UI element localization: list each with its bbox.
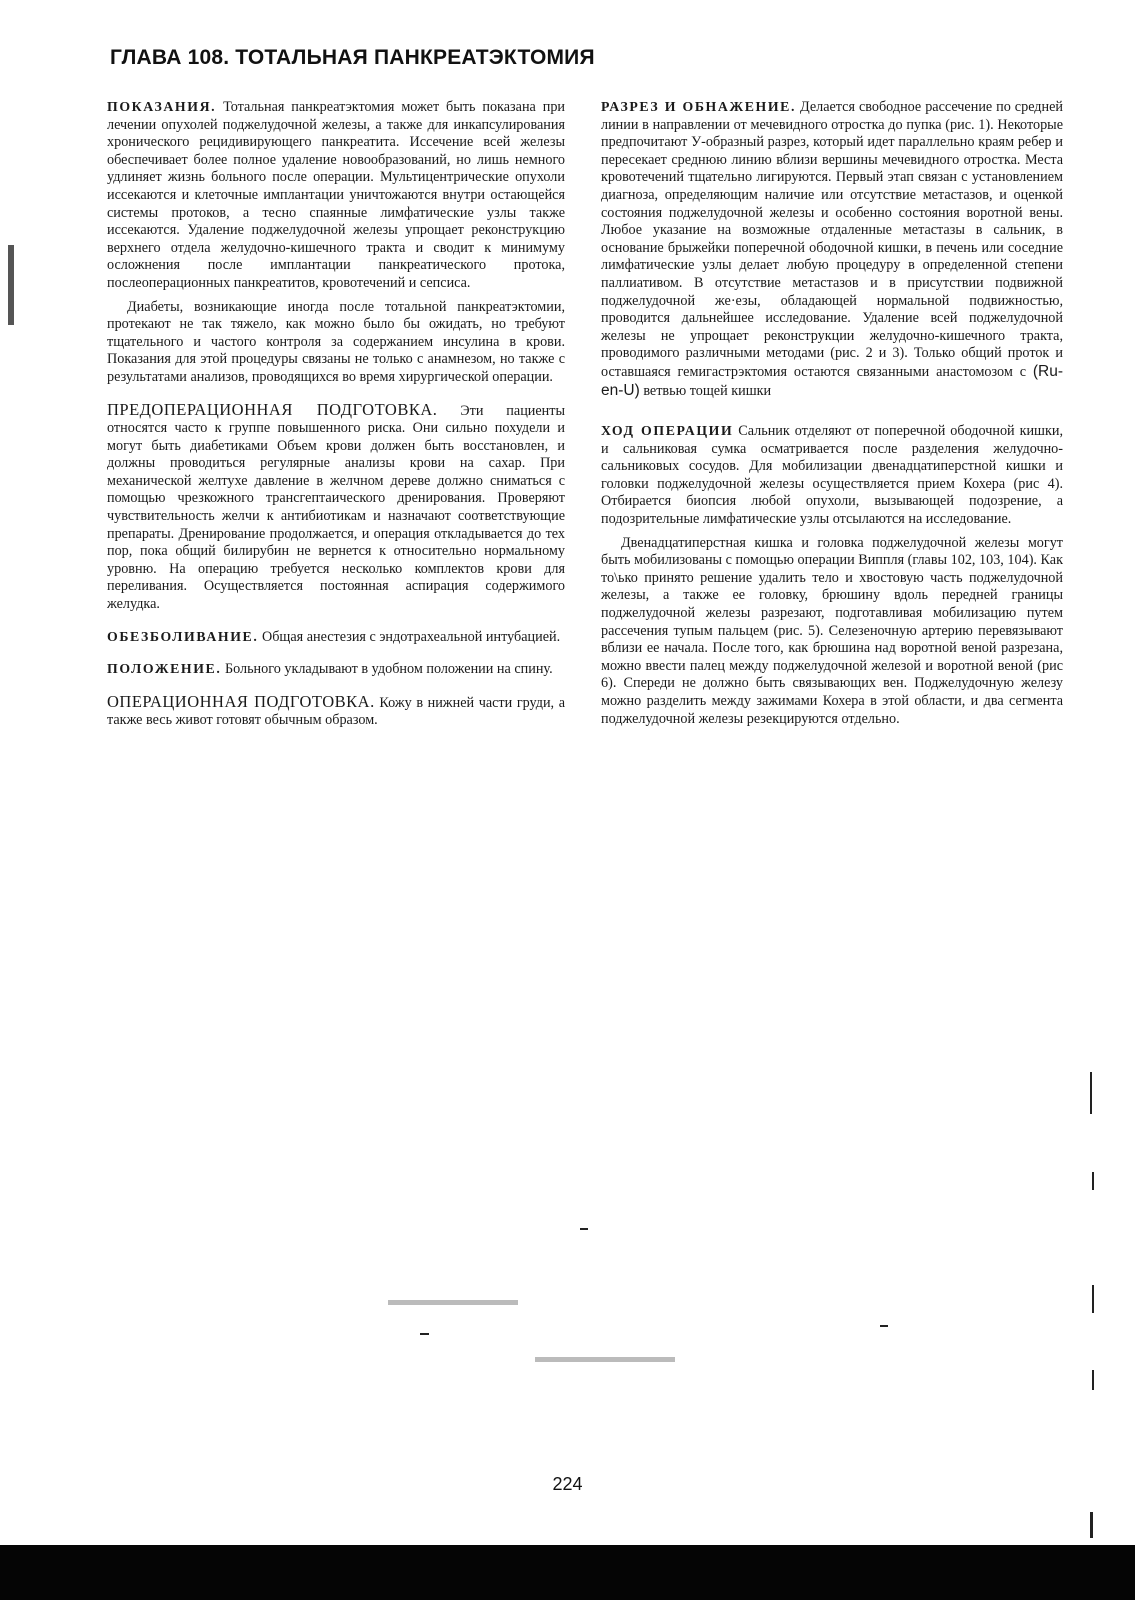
section-operative-preparation <box>107 693 565 730</box>
procedure-paragraph-2: Двенадцатиперстная кишка и головка поджелудочной железы могут быть мобилизованы с помощью операции Виппля (главы 102, 103, 104). Как то\ько принято решение удалить тело и хвостовую часть поджелудочной железы, а также ее головку, брюшину вдоль передней границы поджелудочной железы разрезают, подготавливая мобилизацию путем рассечения тупым пальцем (рис. 5). Селезеночную артерию перевязывают вблизи ее начала. После того, как брюшина над воротной веной разрезана, можно ввести палец между поджелудочной железой и воротной веной (рис 6). Спереди не должно быть связывающих вен. Поджелудочную железу можно разделить между зажимами Кохера в этой области, и два сегмента поджелудочной железы резекцируются отдельно. <box>601 534 1063 727</box>
section-preop-preparation <box>107 401 565 614</box>
scan-noise-3 <box>580 1228 588 1230</box>
scan-mark-right-1 <box>1090 1072 1092 1114</box>
procedure-heading: ХОД ОПЕРАЦИИ <box>601 423 734 439</box>
section-anesthesia <box>107 628 565 647</box>
indications-paragraph <box>107 98 565 293</box>
scan-margin-mark <box>8 245 14 325</box>
operative-prep-paragraph <box>107 693 565 730</box>
operative-prep-heading: ОПЕРАЦИОННАЯ ПОДГОТОВКА. <box>107 691 375 711</box>
section-incision <box>601 98 1063 400</box>
position-paragraph <box>107 660 565 679</box>
scan-mark-right-4 <box>1092 1370 1094 1390</box>
chapter-title: ГЛАВА 108. ТОТАЛЬНАЯ ПАНКРЕАТЭКТОМИЯ <box>110 46 595 69</box>
right-column <box>601 98 1063 728</box>
scan-noise-4 <box>420 1333 429 1335</box>
scan-mark-right-5 <box>1090 1512 1093 1538</box>
indications-body: Тотальная панкреатэктомия может быть показана при лечении опухолей поджелудочной железы, а также для инкапсулирования хронического рецидивирующего панкреатита. Иссечение всей железы обеспечивает более полное удаление новообразований, но лишь немного удлиняет жизнь больного после операции. Мультицентрические опухоли иссекаются и клеточные имплантации уничтожаются внутри остающейся системы протоков, а тесно спаянные лимфатические узлы также иссекаются. Удаление поджелудочной железы упрощает реконструкцию верхнего отдела желудочно-кишечного тракта и сводит к минимуму осложнения после имплантации панкреатического протока, послеоперационных панкреатитов, кровотечений и сепсиса. <box>107 99 566 291</box>
position-body: Больного укладывают в удобном положении на спину. <box>224 661 553 678</box>
anesthesia-paragraph <box>107 628 565 647</box>
preop-body: Эти пациенты относятся часто к группе повышенного риска. Они сильно похудели и могут быть диабетиками Объем крови должен быть восстановлен, и должны проводиться регулярные анализы крови на сахар. При механической желтухе давление в желчном дереве должно сниматься с помощью чрезкожного трансгептаического дренирования. Проверяют чувствительность желчи к антибиотикам и назначают соответствующие препараты. Дренирование продолжается, и операция откладывается до тех пор, пока общий билирубин не вернется к относительно нормальному уровню. На операцию требуется несколько комплектов крови для переливания. Осуществляется постоянная аспирация содержимого желудка. <box>107 402 566 613</box>
position-heading: ПОЛОЖЕНИЕ. <box>107 661 222 677</box>
incision-heading: РАЗРЕЗ И ОБНАЖЕНИЕ. <box>601 99 797 114</box>
scan-mark-right-3 <box>1092 1285 1094 1313</box>
scan-noise-1 <box>388 1300 518 1305</box>
section-procedure <box>601 422 1063 728</box>
preop-heading: ПРЕДОПЕРАЦИОННАЯ ПОДГОТОВКА. <box>107 399 438 419</box>
section-position <box>107 660 565 679</box>
procedure-paragraph <box>601 422 1063 529</box>
scan-bottom-band <box>0 1545 1135 1600</box>
operative-prep-body: Кожу в нижней части груди, а также весь живот готовят обычным образом. <box>107 694 566 729</box>
section-indications <box>107 98 565 387</box>
scan-mark-right-2 <box>1092 1172 1094 1190</box>
anesthesia-heading: ОБЕЗБОЛИВАНИЕ. <box>107 628 259 644</box>
incision-body-end: ветвью тощей кишки <box>643 382 772 399</box>
roux-label: (Ru-en-U) <box>601 362 1063 399</box>
indications-heading: ПОКАЗАНИЯ. <box>107 99 217 114</box>
incision-paragraph <box>601 98 1063 400</box>
anesthesia-body: Общая анестезия с эндотрахеальной интубацией. <box>261 628 561 645</box>
page-number: 224 <box>552 1474 583 1494</box>
incision-body: Делается свободное рассечение по средней линии в направлении от мечевидного отростка до пупка (рис. 1). Некоторые предпочитают У-образный разрез, который идет параллельно краям ребер и пересекает среднюю линию вблизи вершины мечевидного отростка. Места кровотечений тщательно лигируются. Первый этап связан с установлением диагноза, определяющим наличие или отсутствие метастазов, и оценкой состояния поджелудочной железы и особенно состояния воротной вены. Любое указание на возможные отдаленные метастазы в сальник, в основание брыжейки поперечной ободочной кишки, в печень или соседние лимфатические узлы делает любую процедуру в определенной степени паллиативом. В отсутствие метастазов и в присутствии подвижной поджелудочной же·езы, обладающей нормальной подвижностью, проводится дальнейшее исследование. Удаление всей поджелудочной железы не упрощает реконструкции желудочно-кишечного тракта, проводимого различными методами (рис. 2 и 3). Только общий проток и оставшаяся гемигастрэктомия остаются связанными анастомозом с <box>601 99 1064 380</box>
procedure-body: Сальник отделяют от поперечной ободочной кишки, и сальниковая сумка осматривается после разделения желудочно-сальниковых сосудов. Для мобилизации двенадцатиперстной кишки и головки поджелудочной железы осуществляется прием Кохера (рис 4). Отбирается биопсия любой опухоли, вызывающей подозрение, а подозрительные лимфатические узлы отсылаются на исследование. <box>601 423 1064 528</box>
scan-noise-5 <box>880 1325 888 1327</box>
indications-paragraph-2: Диабеты, возникающие иногда после тотальной панкреатэктомии, протекают не так тяжело, как можно было бы ожидать, но требуют тщательного и частого контроля за содержанием инсулина в крови. Показания для этой процедуры связаны не только с анамнезом, но также с результатами анализов, проводящихся во время хирургической операции. <box>107 298 565 385</box>
scan-noise-2 <box>535 1357 675 1362</box>
preop-paragraph <box>107 401 565 614</box>
left-column <box>107 98 565 730</box>
